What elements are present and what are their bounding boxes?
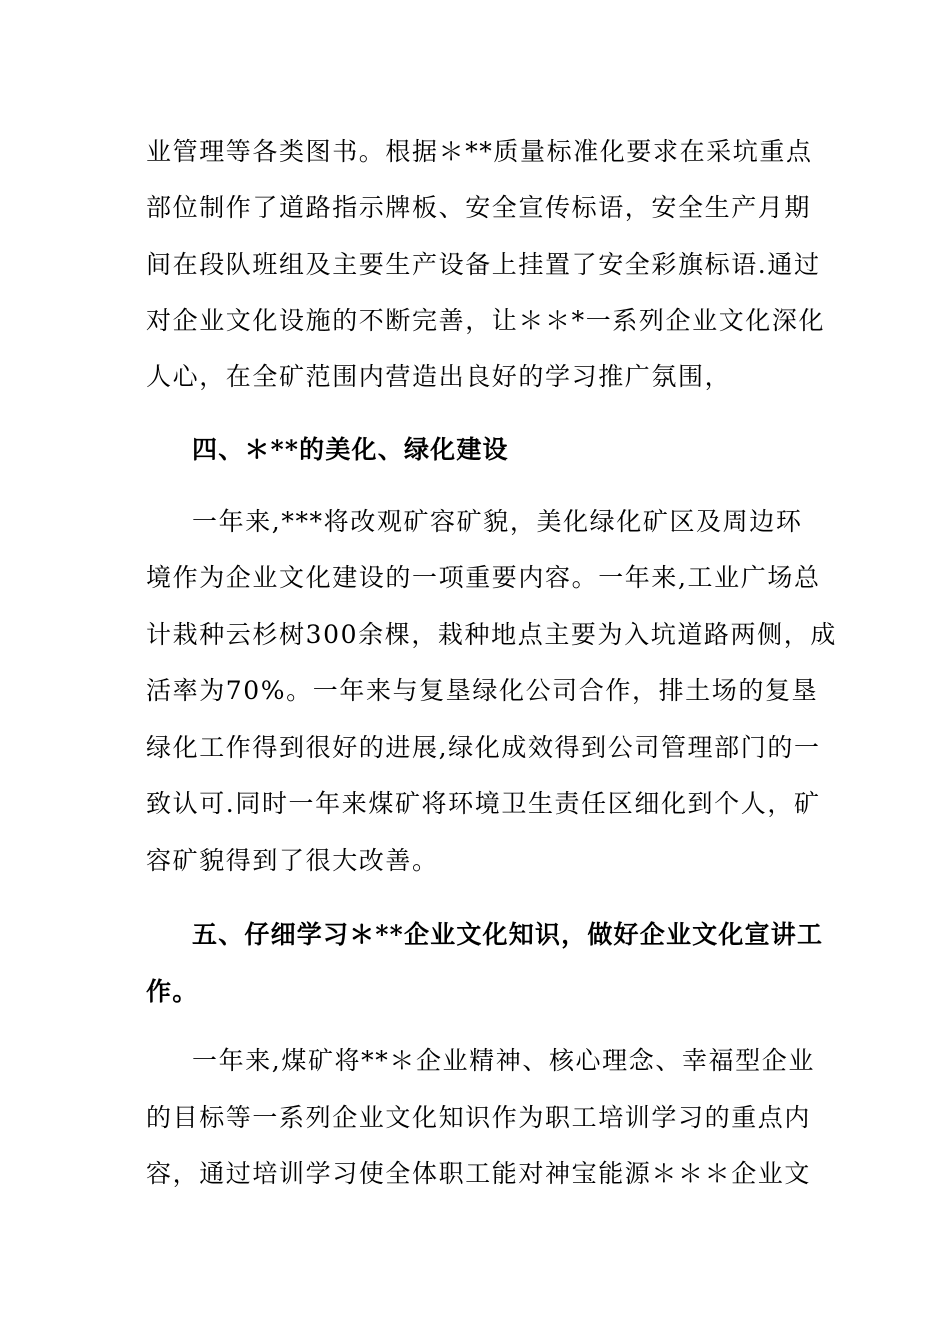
section-heading-4: 四、＊**的美化、绿化建设 bbox=[192, 435, 509, 464]
body-text-line: 对企业文化设施的不断完善，让＊＊*一系列企业文化深化 bbox=[146, 306, 826, 335]
body-text-line: 计栽种云杉树300余棵，栽种地点主要为入坑道路两侧，成 bbox=[146, 620, 837, 649]
section-heading-5-continued: 作。 bbox=[146, 977, 199, 1006]
section-heading-5: 五、仔细学习＊**企业文化知识，做好企业文化宣讲工 bbox=[192, 920, 824, 949]
body-text-line: 活率为70%。一年来与复垦绿化公司合作，排土场的复垦 bbox=[146, 676, 819, 705]
body-text-line: 人心，在全矿范围内营造出良好的学习推广氛围， bbox=[146, 362, 732, 391]
body-text-line: 的目标等一系列企业文化知识作为职工培训学习的重点内 bbox=[146, 1103, 812, 1132]
body-text-line: 一年来,***将改观矿容矿貌，美化绿化矿区及周边环 bbox=[192, 507, 803, 536]
body-text-line: 一年来,煤矿将**＊企业精神、核心理念、幸福型企业 bbox=[192, 1046, 815, 1075]
body-text-line: 境作为企业文化建设的一项重要内容。一年来,工业广场总 bbox=[146, 563, 821, 592]
body-text-line: 容矿貌得到了很大改善。 bbox=[146, 846, 439, 875]
body-text-line: 间在段队班组及主要生产设备上挂置了安全彩旗标语.通过 bbox=[146, 250, 821, 279]
body-text-line: 绿化工作得到很好的进展,绿化成效得到公司管理部门的一 bbox=[146, 733, 821, 762]
body-text-line: 部位制作了道路指示牌板、安全宣传标语，安全生产月期 bbox=[146, 193, 812, 222]
body-text-line: 业管理等各类图书。根据＊**质量标准化要求在采坑重点 bbox=[146, 137, 813, 166]
body-text-line: 容，通过培训学习使全体职工能对神宝能源＊＊＊企业文 bbox=[146, 1159, 812, 1188]
body-text-line: 致认可.同时一年来煤矿将环境卫生责任区细化到个人，矿 bbox=[146, 789, 821, 818]
